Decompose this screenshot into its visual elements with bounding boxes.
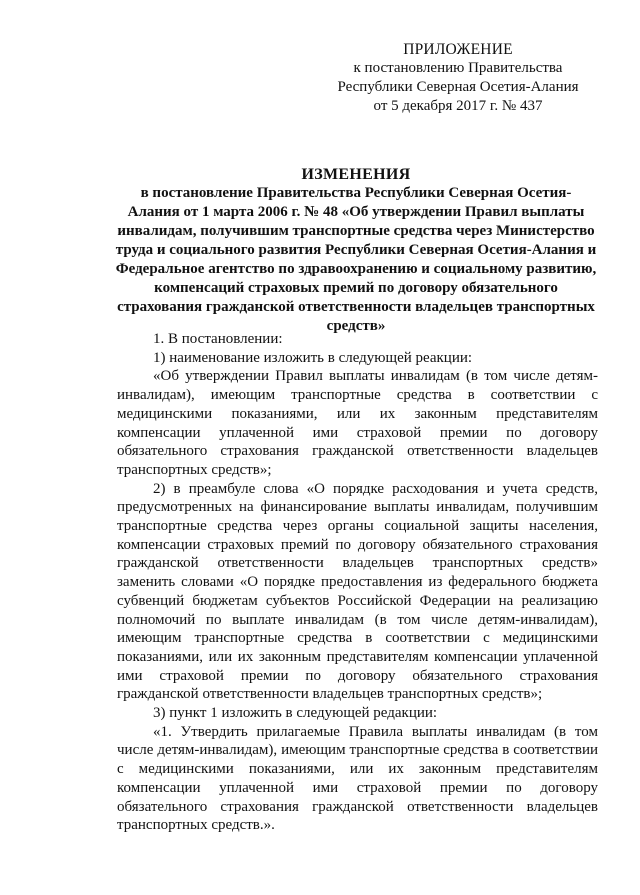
appendix-line-1: к постановлению Правительства: [353, 60, 563, 76]
title-line-1: в постановление Правительства Республики Северная Осетия-: [140, 185, 572, 201]
document-body: [117, 330, 598, 835]
title-line-6: компенсаций страховых премий по договору обязательного: [154, 280, 558, 296]
paragraph-4: 2) в преамбуле слова «О порядке расходования и учета средств, предусмотренных на финансирование выплаты инвалидам, получившим транспортные средства через органы социальной защиты населения, компенсации страховых премий по договору обязательного страхования гражданской ответственности владельцев транспортных средств» заменить словами «О порядке предоставления из федерального бюджета субвенций бюджетам субъектов Российской Федерации на реализацию полномочий по выплате инвалидам (в том числе детям-инвалидам), имеющим транспортные средства в соответствии с медицинскими показаниями, или их законным представителям компенсации уплаченной ими страховой премии по договору обязательного страхования гражданской ответственности владельцев транспортных средств»;: [117, 480, 598, 703]
paragraph-1: 1. В постановлении:: [153, 331, 283, 347]
title-line-4: труда и социального развития Республики Северная Осетия-Алания и: [115, 242, 597, 258]
appendix-line-3: от 5 декабря 2017 г. № 437: [373, 98, 543, 114]
paragraph-6: «1. Утвердить прилагаемые Правила выплаты инвалидам (в том числе детям-инвалидам), имеющим транспортные средства в соответствии с медицинскими показаниями, или их законным представителям компенсации уплаченной ими страховой премии по договору обязательного страхования гражданской ответственности владельцев транспортных средств.».: [117, 723, 598, 834]
appendix-header: [328, 40, 588, 116]
appendix-heading: ПРИЛОЖЕНИЕ: [403, 41, 513, 58]
title-line-3: инвалидам, получившим транспортные средства через Министерство: [117, 223, 595, 239]
document-title: [112, 165, 600, 336]
title-line-7: страхования гражданской ответственности владельцев транспортных: [117, 299, 595, 315]
title-line-5: Федеральное агентство по здравоохранению и социальному развитию,: [115, 261, 597, 277]
paragraph-2: 1) наименование изложить в следующей реакции:: [153, 349, 473, 366]
appendix-line-2: Республики Северная Осетия-Алания: [337, 79, 579, 95]
title-line-2: Алания от 1 марта 2006 г. № 48 «Об утверждении Правил выплаты: [127, 204, 585, 220]
title-heading: ИЗМЕНЕНИЯ: [301, 166, 411, 183]
paragraph-5: 3) пункт 1 изложить в следующей редакции:: [153, 705, 438, 722]
paragraph-3: «Об утверждении Правил выплаты инвалидам (в том числе детям-инвалидам), имеющим транспортные средства в соответствии с медицинскими показаниями, или их законным представителям компенсации уплаченной ими страховой премии по договору обязательного страхования гражданской ответственности владельцев транспортных средств»;: [117, 368, 598, 478]
title-line-8: средств»: [326, 318, 386, 334]
